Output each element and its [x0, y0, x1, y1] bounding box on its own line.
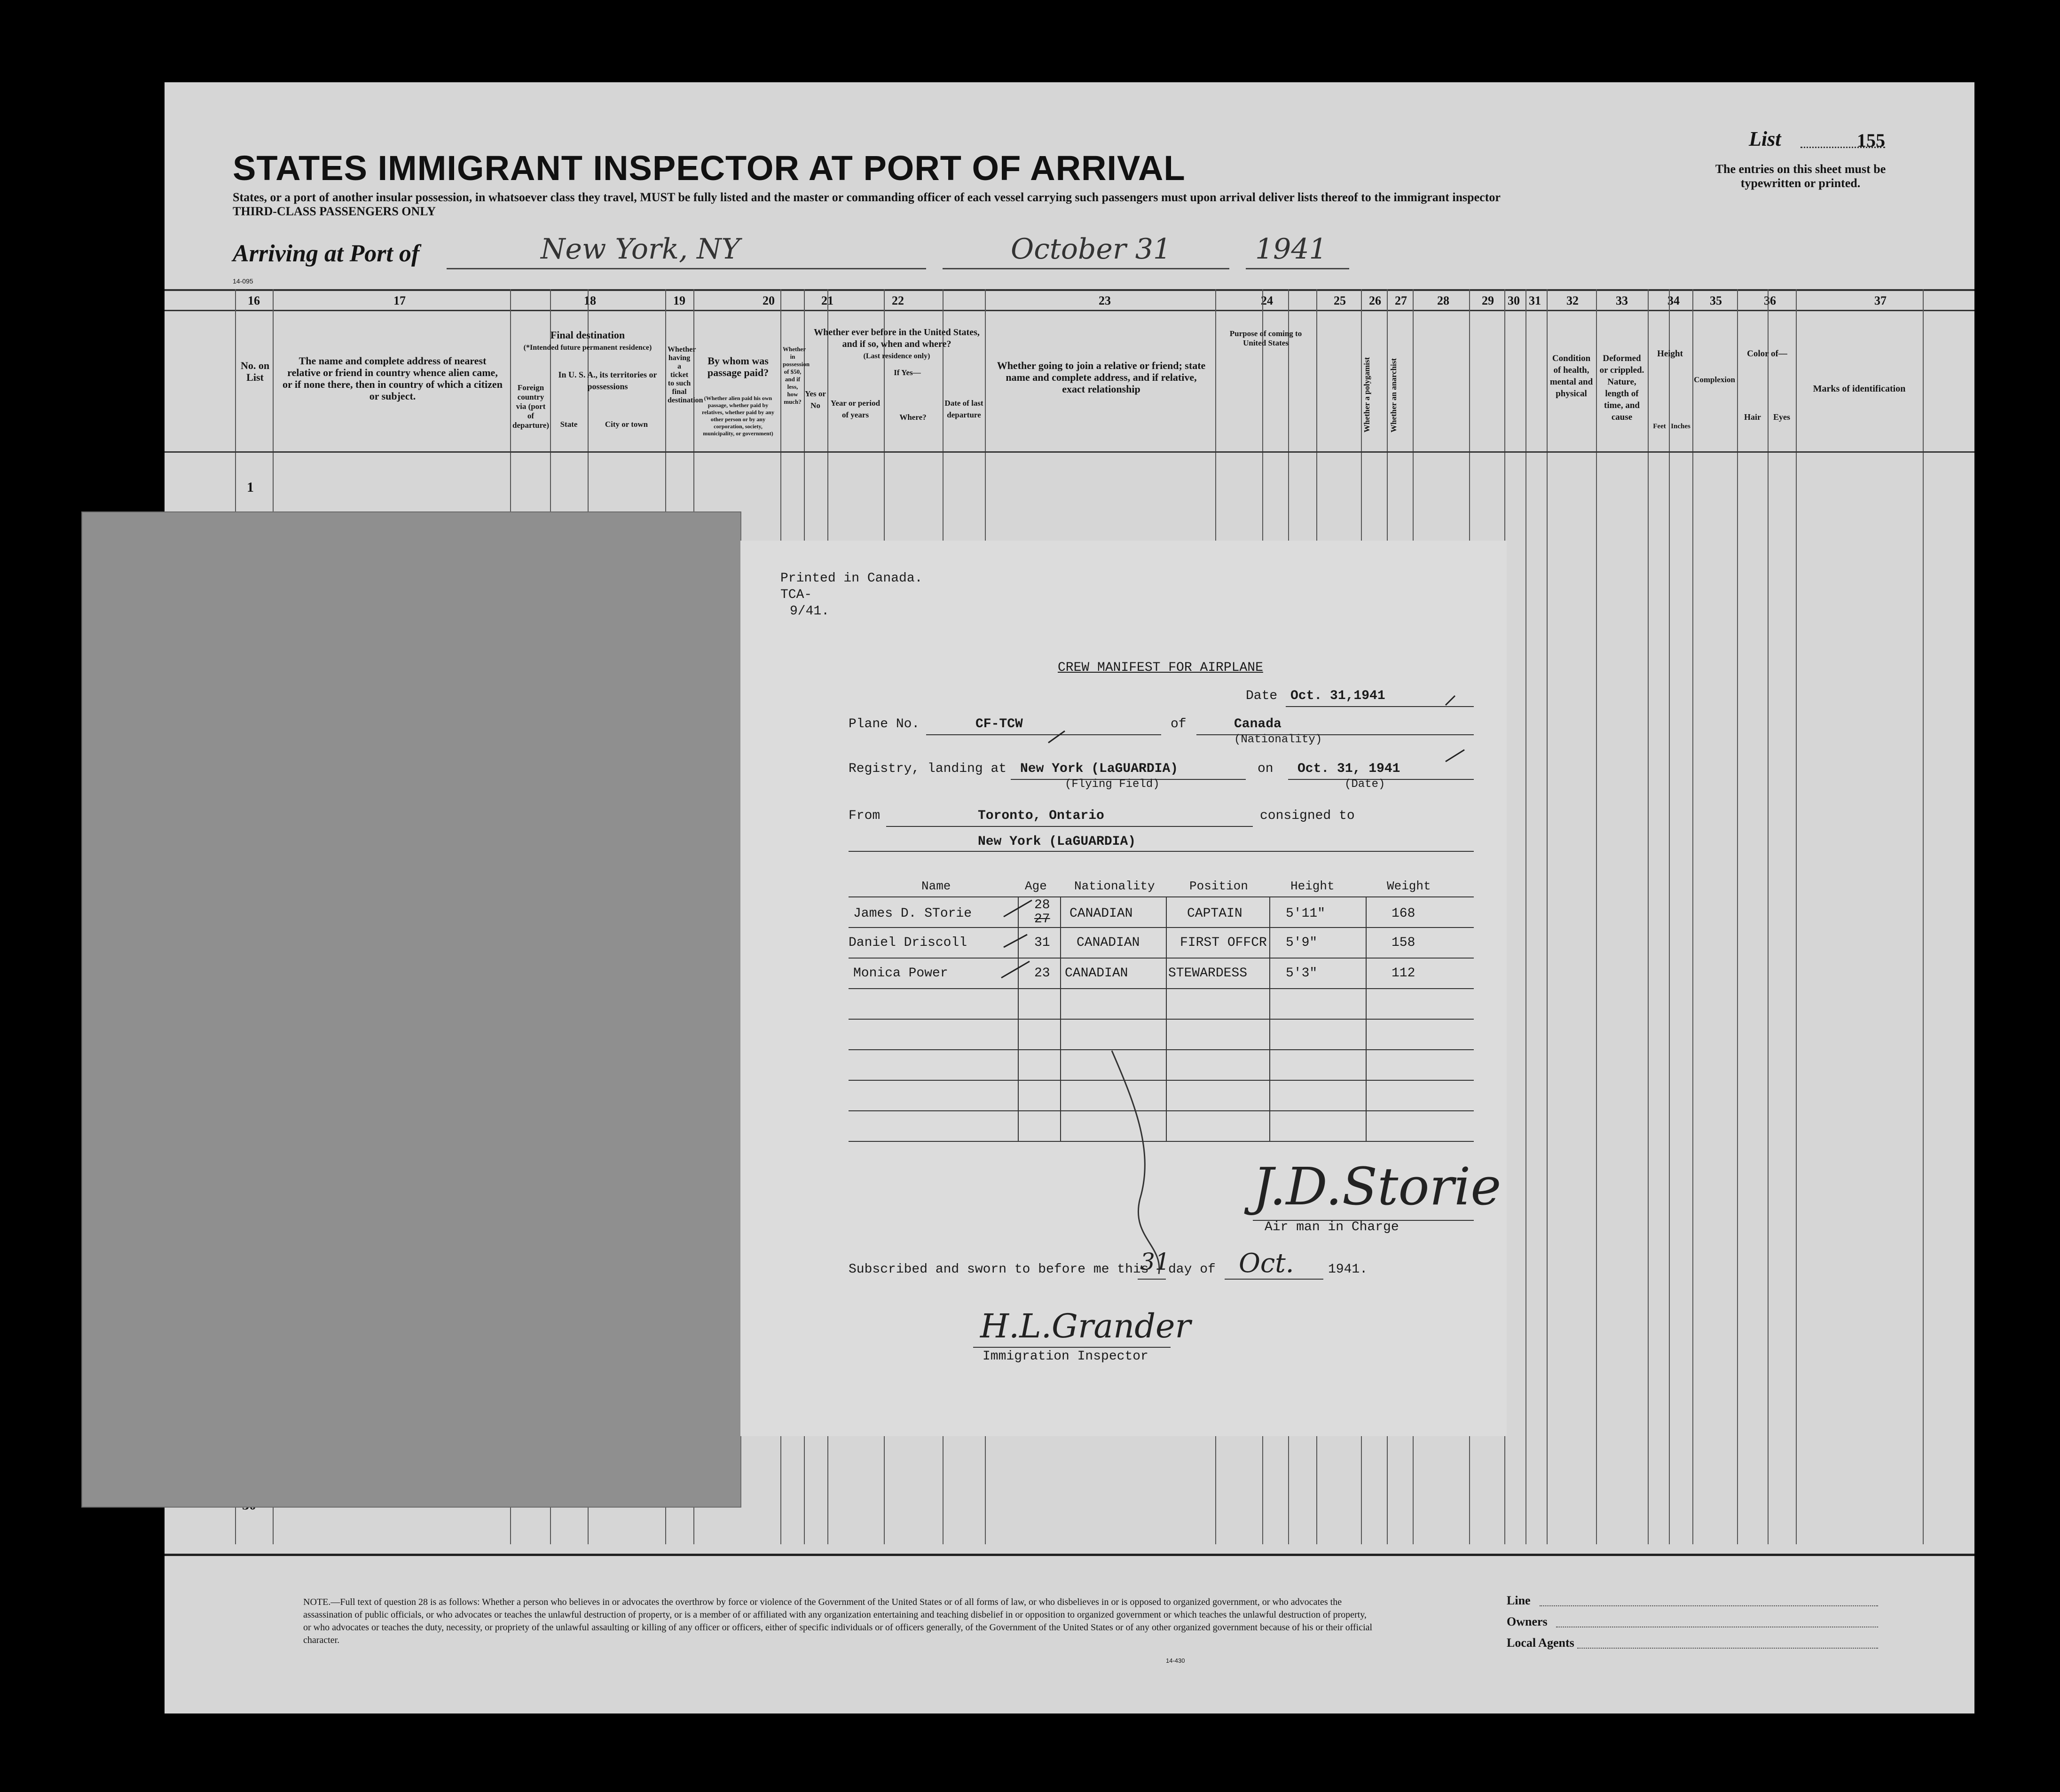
header-state: State	[560, 420, 578, 429]
crew-height: 5'3"	[1286, 966, 1318, 981]
of-label: of	[1171, 717, 1187, 731]
landing-value: New York (LaGUARDIA)	[1020, 762, 1179, 776]
column-header-name: Name	[921, 879, 951, 893]
header-city-or-town: City or town	[605, 420, 648, 429]
signature-airman: J.D.Storie	[1253, 1156, 1502, 1217]
date-caption: (Date)	[1345, 778, 1385, 791]
airman-caption: Air man in Charge	[1265, 1220, 1399, 1234]
header-where: Where?	[899, 413, 927, 422]
header-date-last-departure: Date of last departure	[944, 399, 983, 419]
header-eyes: Eyes	[1773, 412, 1790, 422]
crew-age-struck: 27	[1034, 912, 1050, 927]
crew-position: FIRST OFFCR	[1180, 935, 1267, 950]
header-color-of: Color of—	[1747, 349, 1787, 359]
crew-nationality: CANADIAN	[1069, 906, 1133, 921]
column-number: 20	[763, 294, 775, 307]
form-code-tca: TCA-	[780, 588, 812, 602]
header-yes-or-no: Yes or No	[805, 389, 826, 410]
plane-label: Plane No.	[849, 717, 920, 731]
form-instructions	[233, 190, 1784, 219]
crew-weight: 112	[1392, 966, 1415, 981]
bottom-rule	[165, 1554, 1974, 1556]
column-header-weight: Weight	[1387, 879, 1431, 893]
crew-weight: 168	[1392, 906, 1415, 921]
date-handwritten: October 31	[1011, 233, 1172, 266]
handwritten-marks	[740, 541, 1507, 1436]
header-marks: Marks of identification	[1813, 384, 1906, 394]
note-question-28: NOTE.—Full text of question 28 is as follows: Whether a person who believes in or advocates the overthrow by force or violence of the Government of the United States or of all forms of law, or who disbelieves in or is opposed to organized government, or who advocates the assassination of public officials, or who advocates or teaches the unlawful destruction of property, or is a member of or affiliated with any organization entertaining and teaching disbelief in or opposition to organized government or which teaches the unlawful destruction of property, or who advocates or teaches the duty, necessity, or propriety of the unlawful assaulting or killing of any officer or officers, either of specific individuals or of officers generally, of the Government of the United States or of any other organized government because of his or their official character.	[303, 1597, 1373, 1645]
sworn-day-line	[1138, 1279, 1166, 1280]
footer-line-field	[1540, 1605, 1878, 1606]
day-of-label: day of	[1168, 1262, 1216, 1277]
inspector-signature-line	[973, 1347, 1171, 1348]
form-code-date: 9/41.	[790, 604, 830, 619]
header-passage-note: (Whether alien paid his own passage, whether paid by relatives, whether paid by any other person or by any corporation, society, municipality, or government)	[702, 395, 774, 437]
column-number: 21	[821, 294, 833, 307]
flying-field-caption: (Flying Field)	[1065, 778, 1160, 791]
column-number: 24	[1261, 294, 1273, 307]
footer-agents-label: Local Agents	[1507, 1636, 1574, 1650]
column-rule	[1737, 289, 1738, 1544]
attached-backing-sheet	[82, 512, 740, 1507]
column-number: 30	[1508, 294, 1520, 307]
crew-height: 5'9"	[1286, 935, 1318, 950]
form-code: 14-095	[233, 277, 253, 285]
arriving-label: Arriving at Port of	[233, 240, 420, 267]
column-rule	[1596, 289, 1597, 1544]
header-final-destination: Final destination	[550, 329, 625, 341]
crew-age: 28	[1034, 898, 1050, 912]
inspector-caption: Immigration Inspector	[983, 1349, 1148, 1364]
column-number: 17	[393, 294, 406, 307]
sworn-text: Subscribed and sworn to before me this	[849, 1262, 1149, 1277]
column-header-height: Height	[1290, 879, 1335, 893]
column-header-position: Position	[1189, 879, 1248, 893]
header-ever-before: Whether ever before in the United States, and if so, when and where?	[814, 327, 980, 349]
column-number: 33	[1616, 294, 1628, 307]
column-number: 37	[1874, 294, 1887, 307]
header-join-relative: Whether going to join a relative or friend; state name and complete address, and if relative, exact relationship	[997, 360, 1206, 395]
crew-weight: 158	[1392, 935, 1415, 950]
column-rule	[1669, 289, 1670, 1544]
year-handwritten: 1941	[1255, 233, 1327, 266]
crew-name: James D. STorie	[853, 906, 972, 921]
column-rule	[1768, 289, 1769, 1544]
crew-age: 31	[1034, 935, 1050, 950]
column-number: 28	[1437, 294, 1449, 307]
column-number: 19	[673, 294, 685, 307]
header-nearest-relative: The name and complete address of nearest relative or friend in country whence alien came, or if none there, then in country of which a citizen or subject.	[283, 355, 503, 402]
header-final-destination-note: (*Intended future permanent residence)	[523, 344, 652, 352]
header-complexion: Complexion	[1694, 375, 1735, 384]
column-rule	[1547, 289, 1548, 1544]
header-purpose: Purpose of coming to United States	[1229, 329, 1302, 347]
printed-in-canada: Printed in Canada.	[780, 571, 923, 586]
header-passage-paid: By whom was passage paid?	[707, 355, 769, 378]
crew-name: Monica Power	[853, 966, 948, 981]
sworn-month: Oct.	[1239, 1248, 1294, 1279]
column-number: 36	[1764, 294, 1776, 307]
date-value: Oct. 31,1941	[1290, 689, 1385, 703]
row-number-first: 1	[247, 479, 254, 495]
header-bottom-rule	[165, 451, 1974, 453]
landing-date: Oct. 31, 1941	[1297, 762, 1400, 776]
form-title: STATES IMMIGRANT INSPECTOR AT PORT OF ARRIVAL	[233, 149, 1186, 188]
year-underline	[1246, 268, 1349, 269]
column-number: 29	[1482, 294, 1494, 307]
from-label: From	[849, 809, 881, 823]
form-sheet: List 155 The entries on this sheet must be typewritten or printed. STATES IMMIGRANT INSPECTOR AT PORT OF ARRIVAL States, or a port of another insular possession, in whatsoever class they travel, MUST be fully listed and the master or commanding officer of each vessel carrying such passengers must upon arrival deliver lists thereof to the immigrant inspector THIRD-CLASS PASSENGERS ONLY Arriving at Port of New York, NY October 31 1941 14-095 16 17 18 19 20 21 22 23 24 25 26 27 28 29 30 31 32 33 34 35 36 37 No. on List The name and complete address of nearest relative or friend in country whence alien came, or if none there, then in country of which a citizen or subject. Final destination (*Intended future permanent residence) Foreign country via (port of departure) In U. S. A., its territories or possessions State City or town Whether having a ticket to such final destination By whom was passage paid? (Whether alien paid his own passage, whether paid by relatives, whether paid by any other person or by any corporation, society, municipality, or government) Whether in possession of $50, and if less, how much? Whether ever before in the United States, and if so, when and where? (Last residence only) Yes or No If Yes— Year or period of years Where? Date of last departure Whether going to join a relative or friend; state name and complete address, and if relative, exact relationship Purpose of coming to United States Whether a polygamist Whether an anarchist Condition of health, mental and physical Deformed or crippled. Nature, length of time, and cause Height Feet Inches Complexion Color of— Hair Eyes Marks of identification 1 NOTE.—Full text of question 28 is as follows: Whether a person who believes in or advocates the overthrow by force or violence of the Government of the United States or of all forms of law, or who disbelieves in or is opposed to organized government, or who advocates the assassination of public officials, or who advocates or teaches the unlawful destruction of property, or is a member of or affiliated with any organization entertaining and teaching disbelief in or opposition to organized government or which teaches the unlawful destruction of property, or who advocates or teaches the duty, necessity, or propriety of the unlawful assaulting or killing of any officer or officers, either of specific individuals or of officers generally, of the Government of the United States or of any other organized government because of his or their official character. 14-430 Line Owners Local Agents	[165, 82, 1974, 1713]
column-number: 22	[892, 294, 904, 307]
consigned-value: New York (LaGUARDIA)	[978, 834, 1136, 849]
port-underline	[447, 268, 926, 269]
instructions-line-1: States, or a port of another insular possession, in whatsoever class they travel, MUST be fully listed and the master or commanding officer of each vessel carrying such passengers must upon arrival deliver lists thereof to the immigrant inspector	[233, 190, 1501, 204]
plane-value: CF-TCW	[975, 717, 1023, 731]
header-in-usa: In U. S. A., its territories or possessions	[558, 370, 657, 391]
header-ticket: Whether having a ticket to such final destination	[668, 346, 703, 404]
column-number: 27	[1395, 294, 1407, 307]
crew-position: CAPTAIN	[1187, 906, 1242, 921]
port-handwritten: New York, NY	[541, 233, 740, 266]
column-rule	[1923, 289, 1924, 1544]
footer-line-label: Line	[1507, 1594, 1531, 1607]
registry-label: Registry, landing at	[849, 762, 1007, 776]
column-number: 16	[248, 294, 260, 307]
footer-owners-label: Owners	[1507, 1615, 1548, 1628]
header-feet: Feet	[1653, 423, 1666, 430]
column-number: 18	[584, 294, 596, 307]
header-last-residence: (Last residence only)	[863, 352, 930, 360]
column-number: 32	[1566, 294, 1579, 307]
from-value: Toronto, Ontario	[978, 809, 1104, 823]
nationality-caption: (Nationality)	[1234, 733, 1322, 746]
date-underline	[943, 268, 1229, 269]
header-no-on-list: No. on List	[240, 360, 270, 383]
date-label: Date	[1246, 689, 1278, 703]
crew-age: 23	[1034, 966, 1050, 981]
header-hair: Hair	[1744, 412, 1761, 422]
typewritten-note: The entries on this sheet must be typewritten or printed.	[1715, 162, 1886, 190]
list-label: List	[1749, 127, 1781, 150]
column-number: 31	[1529, 294, 1541, 307]
header-height: Height	[1657, 349, 1683, 359]
column-number: 34	[1667, 294, 1680, 307]
header-foreign-country: Foreign country via (port of departure)	[512, 383, 550, 430]
manifest-title: CREW MANIFEST FOR AIRPLANE	[1058, 660, 1263, 675]
crew-nationality: CANADIAN	[1077, 935, 1140, 950]
header-possession-50: Whether in possession of $50, and if less, how much?	[783, 346, 810, 405]
column-number: 26	[1369, 294, 1381, 307]
header-condition-health: Condition of health, mental and physical	[1549, 354, 1593, 399]
crew-height: 5'11"	[1286, 906, 1326, 921]
column-number: 35	[1710, 294, 1722, 307]
on-label: on	[1258, 762, 1274, 776]
consigned-label: consigned to	[1260, 809, 1355, 823]
header-year-or-period: Year or period of years	[830, 399, 881, 419]
crew-manifest-sheet	[740, 541, 1507, 1436]
column-rule	[1796, 289, 1797, 1544]
header-if-yes: If Yes—	[894, 368, 921, 377]
column-rule	[1525, 289, 1526, 1544]
crew-name: Daniel Driscoll	[849, 935, 967, 950]
instructions-line-2: THIRD-CLASS PASSENGERS ONLY	[233, 204, 436, 218]
column-rule	[1692, 289, 1693, 1544]
column-number: 25	[1334, 294, 1346, 307]
crew-position: STEWARDESS	[1168, 966, 1248, 981]
sworn-year: 1941.	[1328, 1262, 1368, 1277]
column-header-nationality: Nationality	[1074, 879, 1155, 893]
list-number: 155	[1857, 130, 1885, 151]
header-deformed: Deformed or crippled. Nature, length of time, and cause	[1599, 354, 1644, 422]
footer-agents-field	[1577, 1648, 1878, 1649]
column-rule	[1648, 289, 1649, 1544]
sworn-day: 31	[1140, 1248, 1170, 1275]
column-number-row	[165, 289, 1974, 311]
column-number: 23	[1099, 294, 1111, 307]
crew-nationality: CANADIAN	[1065, 966, 1128, 981]
signature-inspector: H.L.Grander	[980, 1307, 1191, 1345]
sworn-month-line	[1225, 1279, 1323, 1280]
nationality-value: Canada	[1234, 717, 1282, 731]
footer-form-code: 14-430	[1166, 1657, 1185, 1664]
header-inches: Inches	[1671, 423, 1690, 430]
column-header-age: Age	[1025, 879, 1047, 893]
